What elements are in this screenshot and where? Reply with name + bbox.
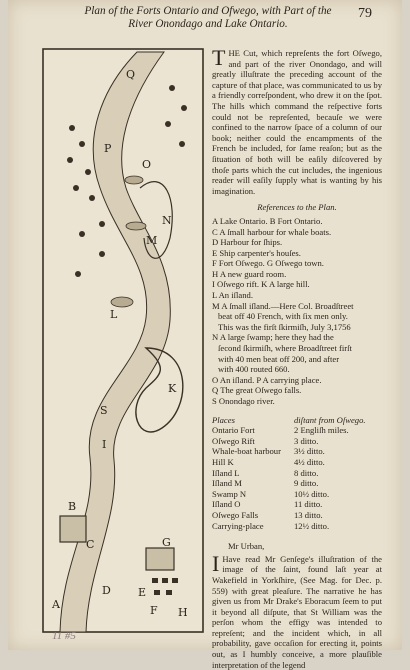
distances-header-row xyxy=(212,415,382,426)
table-row xyxy=(212,489,382,500)
map-letter-c: C xyxy=(86,538,95,551)
place-cell: Iſland M xyxy=(212,478,242,489)
map-letter-e: E xyxy=(138,586,147,599)
place-cell: Whale-boat harbour xyxy=(212,446,281,457)
intro-dropcap: T xyxy=(212,45,226,70)
distance-cell: 4½ ditto. xyxy=(294,456,325,467)
map-letter-a: A xyxy=(52,598,60,611)
places-header: Places xyxy=(212,414,235,425)
letter-text: Have read Mr Genſege's illuſtration of the image of the ſaint, found laſt year at Wakefield in Yorkſhire, (See Mag. for Dec. p. 559) with great pleaſure. The narrative he has given us from Mr Drake's Eboracum ſeem to put it beyond all diſpute, that St William was the perſon whom the effigy was intended to repreſent; and the incident which, in all probability, gave occaſion for erecting it, points out, as I humbly conceive, a more plauſible interpretation of the legend xyxy=(212,553,382,670)
reference-line: I Oſwego rift. K A large hill. xyxy=(212,279,310,290)
distance-cell: 9 ditto. xyxy=(294,478,319,489)
table-row xyxy=(212,425,382,436)
place-cell: Carrying-place xyxy=(212,520,264,531)
intro-text: HE Cut, which repreſents the fort Oſwego, and part of the river Onondago, and will greatly illuſtrate the preceding account of the capture of that place, was communicated to us by a friendly correſpondent, who drew it on the ſpot. The hills which command the reſpective forts could not be repreſented, becauſe we were confined to the narrow ſpace of a column of our book; neither could the encampments of the French be included, for ſame reaſon; but as the ſituation of both will be eaſily diſcovered by thoſe parts which the cut includes, the ingenious reader will eaſily ſupply what is wanting by his imagination. xyxy=(212,48,382,196)
island-l xyxy=(111,297,133,307)
reference-line: O An iſland. P A carrying place. xyxy=(212,374,322,385)
reference-line: S Onondago river. xyxy=(212,396,275,406)
reference-line: F Fort Oſwego. G Oſwego town. xyxy=(212,258,324,269)
map-letter-d: D xyxy=(102,584,111,597)
page-number: 79 xyxy=(358,6,372,21)
engraved-map xyxy=(42,48,204,633)
reference-line: M A ſmall iſland.—Here Col. Broadſtreet xyxy=(212,300,354,311)
map-letter-i: I xyxy=(102,438,107,451)
pencil-inscription: 11 #5 xyxy=(52,630,76,642)
place-cell: Oſwego Rift xyxy=(212,435,255,446)
table-row xyxy=(212,521,382,532)
map-letter-o: O xyxy=(142,158,152,171)
letter-paragraph xyxy=(212,550,382,670)
map-letter-n: N xyxy=(162,214,172,227)
table-row xyxy=(212,468,382,479)
place-cell: Iſland L xyxy=(212,467,240,478)
table-row xyxy=(212,478,382,489)
map-letter-q: Q xyxy=(126,68,136,81)
distances-table xyxy=(212,415,382,532)
table-row xyxy=(212,436,382,447)
book-page xyxy=(8,0,402,670)
reference-line: H A new guard room. xyxy=(212,268,287,279)
place-cell: Hill K xyxy=(212,456,234,467)
reference-line: with 400 routed 660. xyxy=(218,364,290,375)
place-cell: Oſwego Falls xyxy=(212,509,259,520)
map-letter-s: S xyxy=(100,404,108,417)
letter-dropcap: I xyxy=(212,550,220,576)
distance-header: diſtant from Oſwego. xyxy=(294,414,366,425)
map-letter-p: P xyxy=(104,142,112,155)
place-cell: Iſland O xyxy=(212,499,241,510)
references-heading: References to the Plan. xyxy=(257,202,337,213)
fort-ontario xyxy=(60,516,86,542)
map-letter-f: F xyxy=(150,604,158,617)
reference-line: L An iſland. xyxy=(212,290,253,301)
reference-line: Q The great Oſwego falls. xyxy=(212,385,302,396)
map-letter-l: L xyxy=(110,308,118,321)
page-title xyxy=(58,5,358,31)
distance-cell: 12½ ditto. xyxy=(294,520,330,531)
map-letter-m: M xyxy=(146,234,158,247)
letter-salutation: Mr Urban, xyxy=(228,541,265,552)
reference-line: C A ſmall harbour for whale boats. xyxy=(212,226,332,237)
reference-line: This was the firſt ſkirmiſh, July 3,1756 xyxy=(218,321,351,332)
distance-cell: 8 ditto. xyxy=(294,467,319,478)
reference-line: ſecond ſkirmiſh, where Broadſtreet firſt xyxy=(218,343,352,354)
reference-line: E Ship carpenter's houſes. xyxy=(212,247,301,258)
table-row xyxy=(212,446,382,457)
map-letter-h: H xyxy=(178,606,188,619)
distance-cell: 13 ditto. xyxy=(294,509,323,520)
distance-cell: 2 Engliſh miles. xyxy=(294,425,349,436)
place-cell: Ontario Fort xyxy=(212,425,255,436)
reference-line: D Harbour for ſhips. xyxy=(212,237,283,248)
reference-line: with 40 men beat off 200, and after xyxy=(218,353,340,364)
intro-paragraph xyxy=(212,45,382,196)
table-row xyxy=(212,457,382,468)
map-letter-b: B xyxy=(68,500,77,513)
map-letter-g: G xyxy=(162,536,171,549)
title-line-1: Plan of the Forts Ontario and Ofwego, with Part of the xyxy=(84,5,332,17)
reference-line: N A large ſwamp; here they had the xyxy=(212,332,334,343)
title-line-2: River Onondago and Lake Ontario. xyxy=(128,18,288,30)
table-row xyxy=(212,499,382,510)
reference-line: A Lake Ontario. B Fort Ontario. xyxy=(212,215,323,226)
references-list xyxy=(212,216,382,407)
distance-cell: 10½ ditto. xyxy=(294,488,330,499)
distance-cell: 3 ditto. xyxy=(294,435,319,446)
distance-cell: 11 ditto. xyxy=(294,499,323,510)
fort-oswego xyxy=(146,548,174,570)
island-m xyxy=(126,222,146,230)
reference-line: beat off 40 French, with ſix men only. xyxy=(218,311,348,322)
text-column xyxy=(212,45,382,670)
table-row xyxy=(212,510,382,521)
map-letter-k: K xyxy=(168,382,177,395)
island-o xyxy=(125,176,143,184)
place-cell: Swamp N xyxy=(212,488,247,499)
distance-cell: 3½ ditto. xyxy=(294,446,325,457)
